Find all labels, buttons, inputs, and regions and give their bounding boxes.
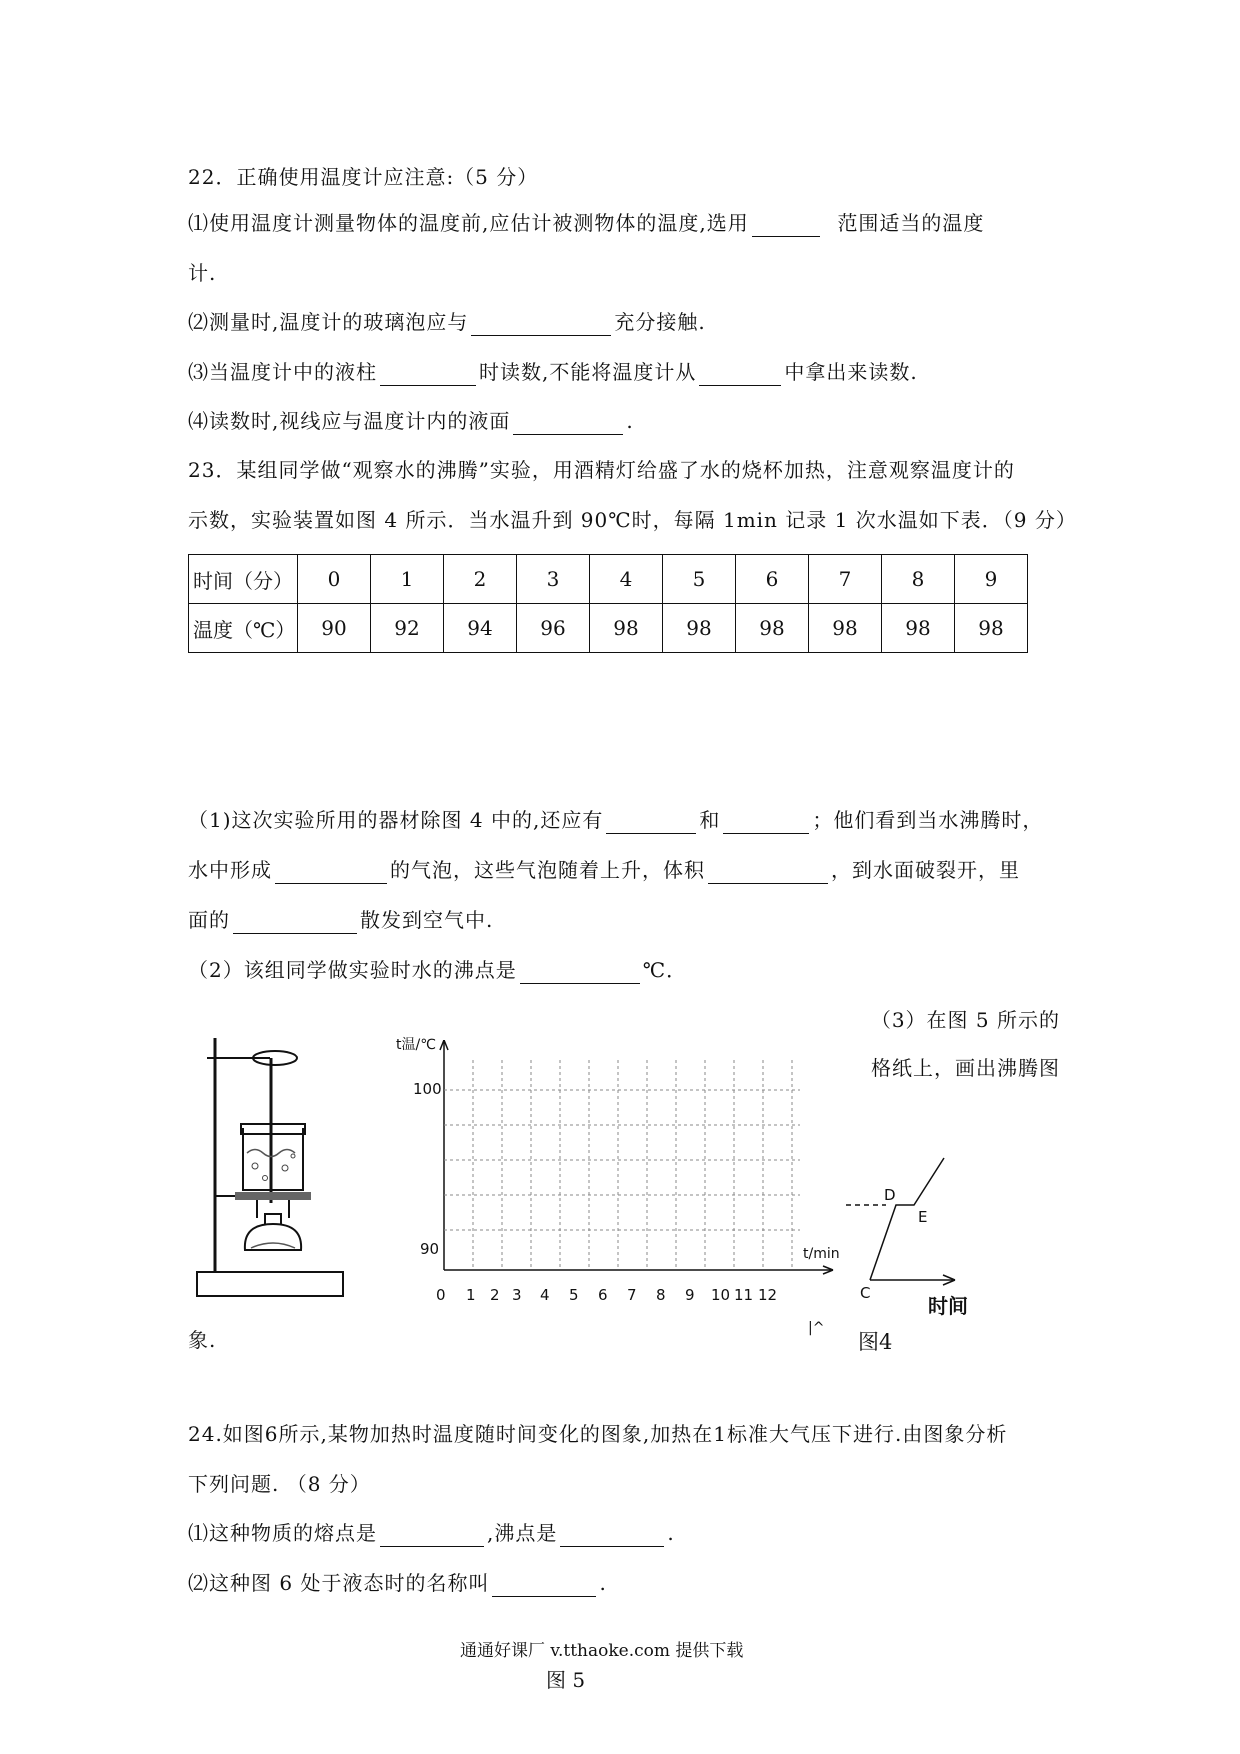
figure5-caption: 图 5 xyxy=(546,1668,586,1692)
time-cell: 6 xyxy=(736,555,809,604)
time-cell: 0 xyxy=(298,555,371,604)
answer-blank[interactable] xyxy=(513,412,623,435)
answer-blank[interactable] xyxy=(752,214,820,237)
q22-title: 22．正确使用温度计应注意:（5 分） xyxy=(188,165,539,189)
q22-part2: ⑵测量时,温度计的玻璃泡应与 充分接触. xyxy=(188,310,706,334)
data-table xyxy=(188,554,1028,653)
heating-curve-sketch xyxy=(840,1155,970,1295)
answer-blank[interactable] xyxy=(723,811,809,834)
boiling-apparatus-illustration xyxy=(195,1028,345,1308)
x-axis-label: t/min xyxy=(803,1246,840,1262)
point-label-c: C xyxy=(860,1284,871,1302)
q23-sub1-line3: 面的 散发到空气中. xyxy=(188,908,494,932)
answer-blank[interactable] xyxy=(560,1524,664,1547)
table-header: 温度（℃） xyxy=(189,604,298,653)
temp-cell: 98 xyxy=(736,604,809,653)
q22-part1: ⑴使用温度计测量物体的温度前,应估计被测物体的温度,选用 范围适当的温度 xyxy=(188,211,985,235)
time-cell: 8 xyxy=(882,555,955,604)
time-axis-label: 时间 xyxy=(928,1294,968,1318)
figure6-caption: 图 6 xyxy=(251,1571,294,1595)
temp-cell: 98 xyxy=(663,604,736,653)
time-cell: 5 xyxy=(663,555,736,604)
q22-part3: ⑶当温度计中的液柱 时读数,不能将温度计从 中拿出来读数. xyxy=(188,360,918,384)
time-cell: 4 xyxy=(590,555,663,604)
answer-blank[interactable] xyxy=(380,1524,484,1547)
answer-blank[interactable] xyxy=(520,961,640,984)
figure4-caption: 图4 xyxy=(858,1330,893,1354)
q24-part2: ⑵这种图 6 处于液态时的名称叫 . xyxy=(188,1571,607,1595)
q24-part1: ⑴这种物质的熔点是 ,沸点是 . xyxy=(188,1521,675,1545)
answer-blank[interactable] xyxy=(471,313,611,336)
answer-blank[interactable] xyxy=(233,911,357,934)
footer-watermark: 通通好课厂 v.tthaoke.com 提供下载 xyxy=(460,1641,744,1661)
stray-mark: |^ xyxy=(808,1320,825,1336)
q23-sub3-line1: （3）在图 5 所示的 xyxy=(870,1008,1060,1032)
answer-blank[interactable] xyxy=(380,363,476,386)
q23-sub1-line1: （1)这次实验所用的器材除图 4 中的,还应有 和 ；他们看到当水沸腾时， xyxy=(188,808,1044,832)
time-cell: 1 xyxy=(371,555,444,604)
table-row xyxy=(189,604,1028,653)
time-cell: 3 xyxy=(517,555,590,604)
temp-cell: 98 xyxy=(882,604,955,653)
q23-sub3-line2: 格纸上，画出沸腾图 xyxy=(871,1056,1060,1080)
time-cell: 7 xyxy=(809,555,882,604)
q23-sub3-line3: 象. xyxy=(188,1328,217,1352)
figure5-grid-paper xyxy=(408,1040,838,1320)
q22-part4: ⑷读数时,视线应与温度计内的液面 . xyxy=(188,409,634,433)
temp-cell: 94 xyxy=(444,604,517,653)
answer-blank[interactable] xyxy=(708,861,828,884)
y-tick-90: 90 xyxy=(420,1240,440,1258)
q23-sub1-line2: 水中形成 的气泡，这些气泡随着上升，体积 ，到水面破裂开，里 xyxy=(188,858,1020,882)
q22-part1-cont: 计. xyxy=(188,261,217,285)
y-tick-100: 100 xyxy=(413,1080,442,1098)
point-label-e: E xyxy=(918,1208,928,1226)
temp-cell: 96 xyxy=(517,604,590,653)
temp-cell: 98 xyxy=(809,604,882,653)
answer-blank[interactable] xyxy=(699,363,781,386)
temp-cell: 92 xyxy=(371,604,444,653)
y-axis-label: t温/℃ xyxy=(396,1037,436,1053)
q24-line1: 24.如图6所示,某物加热时温度随时间变化的图象,加热在1标准大气压下进行.由图象分析 xyxy=(188,1422,1008,1446)
point-label-d: D xyxy=(884,1186,896,1204)
answer-blank[interactable] xyxy=(275,861,387,884)
time-cell: 9 xyxy=(955,555,1028,604)
answer-blank[interactable] xyxy=(606,811,696,834)
answer-blank[interactable] xyxy=(492,1574,596,1597)
temp-cell: 98 xyxy=(590,604,663,653)
temp-cell: 90 xyxy=(298,604,371,653)
table-header: 时间（分） xyxy=(189,555,298,604)
q23-line1: 23．某组同学做“观察水的沸腾”实验，用酒精灯给盛了水的烧杯加热，注意观察温度计的 xyxy=(188,458,1015,482)
q23-line2: 示数，实验装置如图 4 所示．当水温升到 90℃时，每隔 1min 记录 1 次水温如下表．（9 分） xyxy=(188,508,1077,532)
q24-line2: 下列问题. （8 分） xyxy=(188,1472,371,1496)
temp-cell: 98 xyxy=(955,604,1028,653)
q23-sub2: （2）该组同学做实验时水的沸点是 ℃． xyxy=(188,958,688,982)
time-cell: 2 xyxy=(444,555,517,604)
table-row xyxy=(189,555,1028,604)
